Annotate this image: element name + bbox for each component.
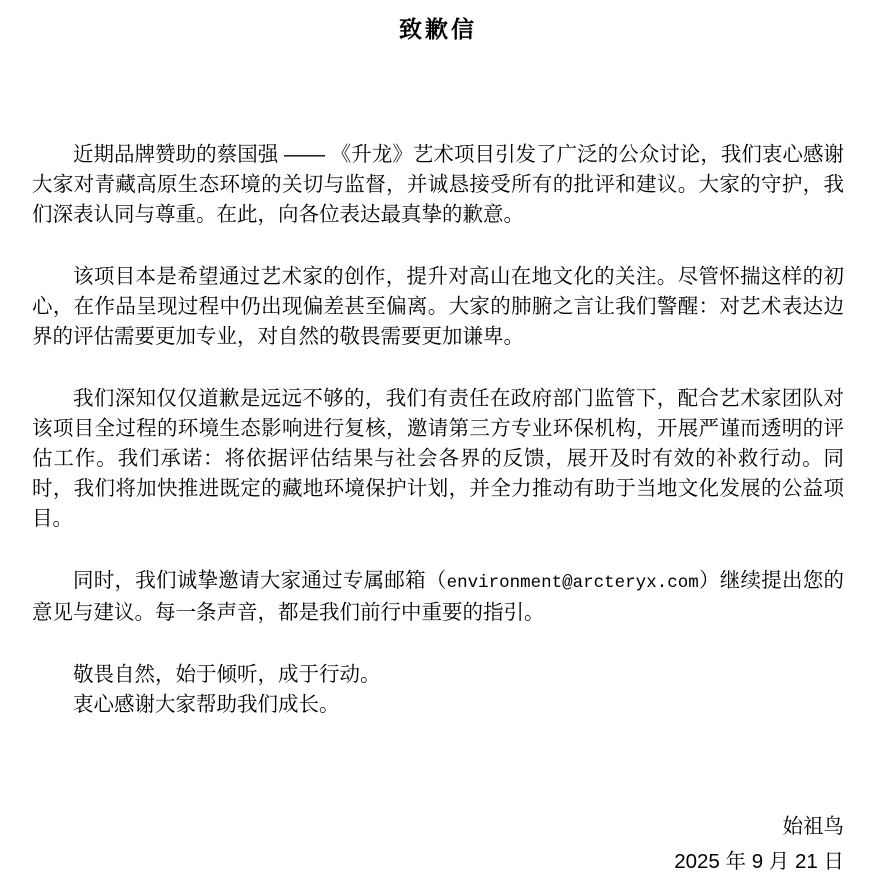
closing-line-motto: 敬畏自然，始于倾听，成于行动。: [73, 663, 381, 686]
paragraph-project-intent: 该项目本是希望通过艺术家的创作，提升对高山在地文化的关注。尽管怀揣这样的初心，在作品呈现过程中仍出现偏差甚至偏离。大家的肺腑之言让我们警醒：对艺术表达边界的评估需要更加专业，对自然的敬畏需要更加谦卑。: [32, 265, 844, 348]
paragraph-opening-apology: 近期品牌赞助的蔡国强 —— 《升龙》艺术项目引发了广泛的公众讨论，我们衷心感谢大家对青藏高原生态环境的关切与监督，并诚恳接受所有的批评和建议。大家的守护，我们深表认同与尊重。在此，向各位表达最真挚的歉意。: [32, 143, 844, 226]
email-address: environment@arcteryx.com: [446, 573, 699, 593]
letter-title: 致歉信: [399, 16, 477, 42]
contact-text-before-email: 同时，我们诚挚邀请大家通过专属邮箱（: [73, 569, 447, 592]
signature-date: 2025 年 9 月 21 日: [674, 850, 844, 873]
paragraph-contact: [32, 566, 844, 628]
contact-text-after-email: ）继续提出您的意见与建议。每一条声音，都是我们前行中重要的指引。: [32, 569, 845, 624]
signature-brand: 始祖鸟: [782, 815, 844, 838]
signature-block: [32, 812, 844, 877]
paragraph-remediation-commitment: 我们深知仅仅道歉是远远不够的，我们有责任在政府部门监管下，配合艺术家团队对该项目全过程的环境生态影响进行复核，邀请第三方专业环保机构，开展严谨而透明的评估工作。我们承诺：将依据评估结果与社会各界的反馈，展开及时有效的补救行动。同时，我们将加快推进既定的藏地环境保护计划，并全力推动有助于当地文化发展的公益项目。: [32, 387, 844, 530]
closing-line-thanks: 衷心感谢大家帮助我们成长。: [73, 693, 340, 716]
